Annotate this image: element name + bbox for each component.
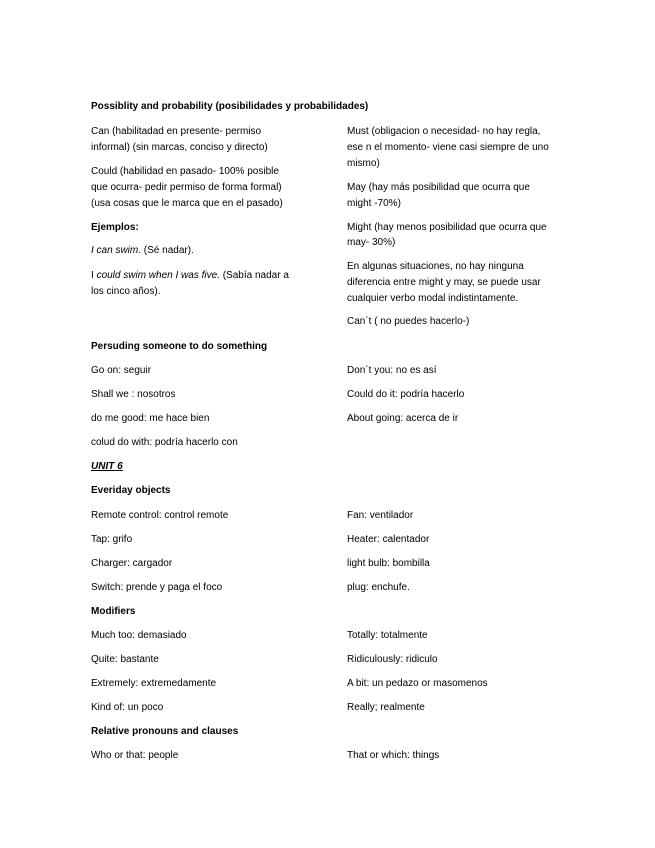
list-item: Heater: calentador (347, 534, 430, 545)
list-item: Shall we : nosotros (91, 389, 176, 400)
list-item: A bit: un pedazo or masomenos (347, 678, 488, 689)
section-title-modifiers: Modifiers (91, 606, 136, 617)
list-item: Quite: bastante (91, 654, 159, 665)
list-item: Who or that: people (91, 750, 179, 761)
section-title-relative-pronouns: Relative pronouns and clauses (91, 726, 239, 737)
list-item: light bulb: bombilla (347, 558, 430, 569)
list-item: colud do with: podría hacerlo con (91, 437, 238, 448)
example-1 (91, 243, 194, 258)
could-line-3: (usa cosas que le marca que en el pasado) (91, 198, 283, 209)
situations-line-3: cualquier verbo modal indistintamente. (347, 293, 519, 304)
example-2 (91, 268, 289, 283)
list-item: Switch: prende y paga el foco (91, 582, 223, 593)
list-item: plug: enchufe. (347, 582, 410, 593)
could-line-2: que ocurra- pedir permiso de forma formal) (91, 182, 282, 193)
might-line-1: Might (hay menos posibilidad que ocurra que (347, 222, 547, 233)
list-item: That or which: things (347, 750, 440, 761)
list-item: Don´t you: no es así (347, 365, 437, 376)
example-2-italic: could swim when I was five. (96, 270, 220, 281)
list-item: Fan: ventilador (347, 510, 414, 521)
list-item: Really; realmente (347, 702, 425, 713)
may-line-2: might -70%) (347, 198, 401, 209)
must-line-2: ese n el momento- viene casi siempre de uno (347, 142, 549, 153)
list-item: Go on: seguir (91, 365, 152, 376)
section-title-possibility: Possiblity and probability (posibilidades y probabilidades) (91, 101, 369, 112)
list-item: do me good: me hace bien (91, 413, 210, 424)
situations-line-2: diferencia entre might y may, se puede usar (347, 277, 541, 288)
list-item: About going: acerca de ir (347, 413, 459, 424)
cant-line: Can´t ( no puedes hacerlo-) (347, 316, 470, 327)
list-item: Much too: demasiado (91, 630, 187, 641)
example-2-translation: (Sabía nadar a (219, 270, 289, 281)
list-item: Extremely: extremedamente (91, 678, 217, 689)
list-item: Kind of: un poco (91, 702, 164, 713)
example-1-italic: I can swim. (91, 245, 142, 256)
list-item: Totally: totalmente (347, 630, 428, 641)
can-line-2: informal) (sin marcas, conciso y directo) (91, 142, 268, 153)
could-line-1: Could (habilidad en pasado- 100% posible (91, 166, 279, 177)
list-item: Tap: grifo (91, 534, 133, 545)
may-line-1: May (hay más posibilidad que ocurra que (347, 182, 530, 193)
examples-heading: Ejemplos: (91, 222, 139, 233)
situations-line-1: En algunas situaciones, no hay ninguna (347, 261, 524, 272)
section-title-persuading: Persuding someone to do something (91, 341, 268, 352)
example-1-translation: (Sé nadar). (141, 245, 194, 256)
list-item: Ridiculously: ridiculo (347, 654, 438, 665)
list-item: Could do it: podría hacerlo (347, 389, 465, 400)
must-line-1: Must (obligacion o necesidad- no hay regla, (347, 126, 541, 137)
example-2-line-2: los cinco años). (91, 286, 161, 297)
might-line-2: may- 30%) (347, 237, 396, 248)
must-line-3: mismo) (347, 158, 380, 169)
list-item: Remote control: control remote (91, 510, 229, 521)
example-2-start: I (91, 270, 97, 281)
unit-heading: UNIT 6 (91, 461, 123, 472)
section-title-everyday-objects: Everiday objects (91, 485, 171, 496)
list-item: Charger: cargador (91, 558, 173, 569)
can-line-1: Can (habilitadad en presente- permiso (91, 126, 262, 137)
